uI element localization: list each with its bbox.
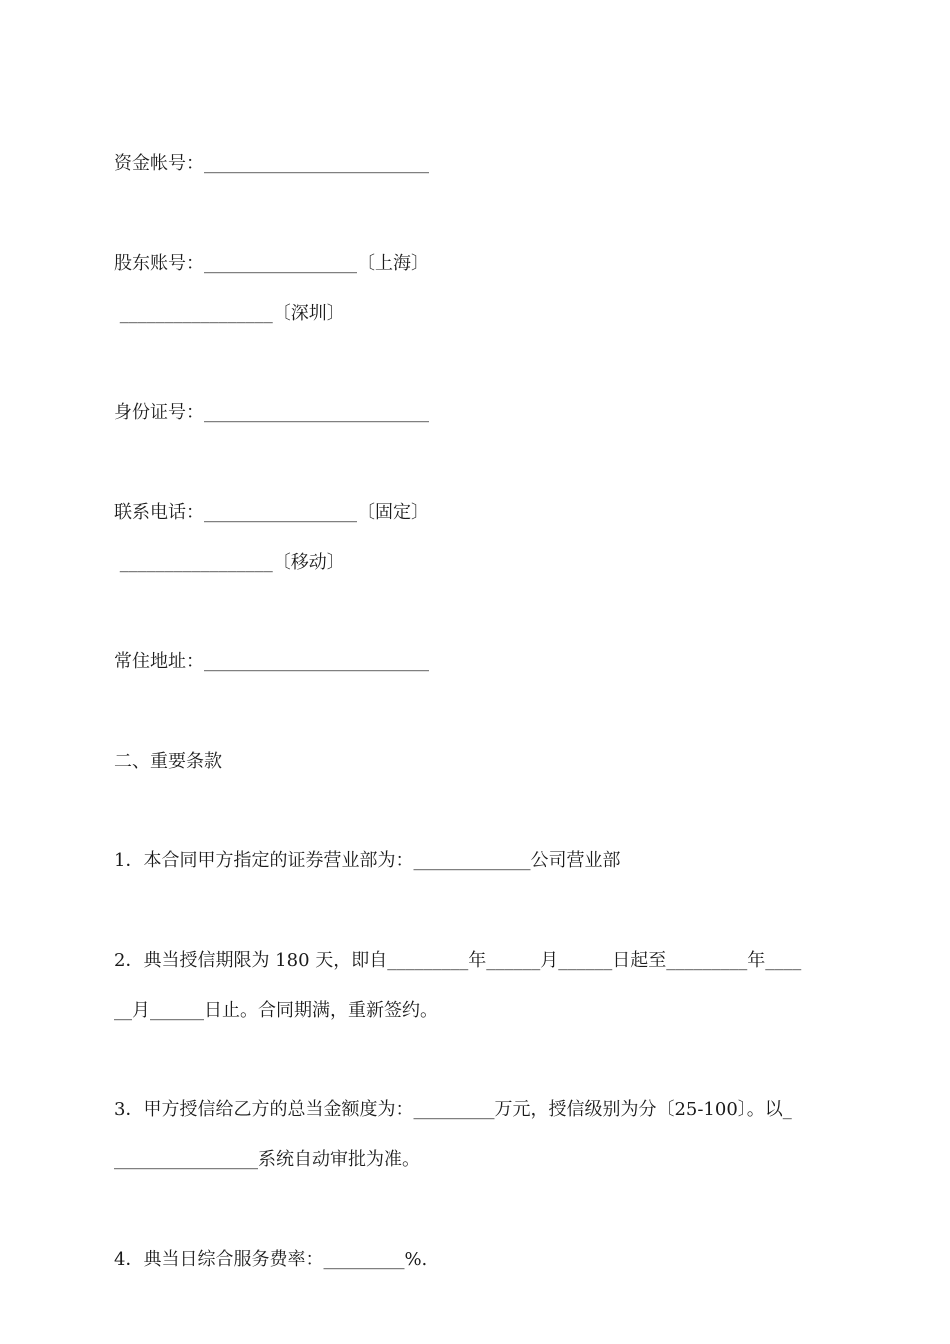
section-heading: 二、重要条款 [114, 751, 222, 772]
address-field: 常住地址：_________________________ [114, 651, 429, 672]
phone-mobile-field: _________________〔移动〕 [114, 552, 345, 573]
clause-2-line-2: __月______日止。合同期满，重新签约。 [114, 1000, 438, 1021]
clause-4: 4．典当日综合服务费率：_________%. [114, 1249, 428, 1270]
clause-3-line-1: 3．甲方授信给乙方的总当金额度为：_________万元，授信级别为分〔25-100〕。以_ [114, 1099, 792, 1120]
shareholder-account-shenzhen: _________________〔深圳〕 [114, 303, 345, 324]
phone-fixed-field: 联系电话：_________________〔固定〕 [114, 502, 429, 523]
clause-2-line-1: 2．典当授信期限为 180 天，即自_________年______月______日起至_________年____ [114, 950, 802, 971]
fund-account-field: 资金帐号：_________________________ [114, 153, 429, 174]
shareholder-account-shanghai: 股东账号：_________________〔上海〕 [114, 253, 429, 274]
clause-1: 1．本合同甲方指定的证券营业部为：_____________公司营业部 [114, 850, 621, 871]
id-number-field: 身份证号：_________________________ [114, 402, 429, 423]
clause-3-line-2: ________________系统自动审批为准。 [114, 1149, 420, 1170]
